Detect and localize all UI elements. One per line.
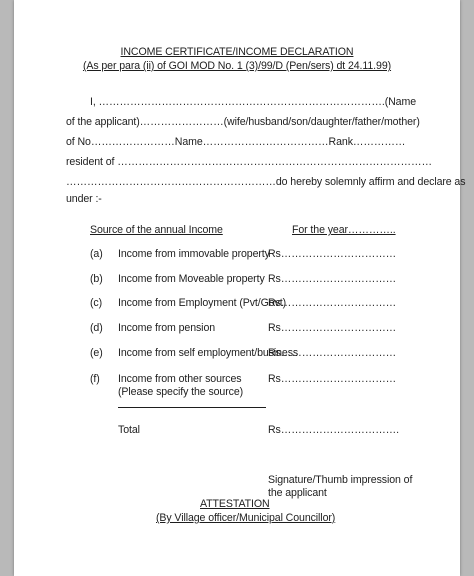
declaration-line-under: under :- [66, 193, 102, 205]
row-c-amount: Rs…………………………… [268, 297, 397, 309]
attestation-title: ATTESTATION [200, 498, 270, 510]
total-label: Total [118, 424, 140, 436]
row-b-amount: Rs…………………………… [268, 273, 397, 285]
total-amount: Rs……………………………. [268, 424, 400, 436]
row-a-id: (a) [90, 248, 103, 260]
document-title: INCOME CERTIFICATE/INCOME DECLARATION [120, 46, 354, 58]
declaration-line-name: I, ……………………………………………………………………….(Name [90, 96, 416, 108]
row-d-id: (d) [90, 322, 103, 334]
attestation-subtitle: (By Village officer/Municipal Councillor) [156, 512, 336, 524]
row-c-label: Income from Employment (Pvt/Govt) [118, 297, 287, 309]
row-f-id: (f) [90, 373, 100, 385]
signature-label-applicant: the applicant [268, 487, 327, 499]
row-d-amount: Rs…………………………… [268, 322, 397, 334]
signature-label: Signature/Thumb impression of [268, 474, 413, 486]
row-a-amount: Rs…………………………… [268, 248, 397, 260]
document-subtitle: (As per para (ii) of GOI MOD No. 1 (3)/99/D (Pen/sers) dt 24.11.99) [82, 60, 392, 72]
row-d-label: Income from pension [118, 322, 216, 334]
column-header-year: For the year………….. [292, 224, 396, 236]
declaration-line-rank: of No……………………Name………………………………Rank…………… [66, 136, 406, 148]
row-e-id: (e) [90, 347, 103, 359]
row-b-id: (b) [90, 273, 103, 285]
row-f-label-note: (Please specify the source) [118, 386, 244, 398]
source-specify-line [118, 407, 266, 408]
row-e-amount: Rs…………………………… [268, 347, 397, 359]
row-a-label: Income from immovable property [118, 248, 270, 260]
row-f-label: Income from other sources [118, 373, 242, 385]
row-e-label: Income from self employment/business [118, 347, 299, 359]
document-page [14, 0, 466, 576]
column-header-source: Source of the annual Income [90, 224, 223, 236]
row-f-amount: Rs…………………………… [268, 373, 397, 385]
row-b-label: Income from Moveable property [118, 273, 265, 285]
declaration-line-relation: of the applicant)……………………(wife/husband/son/daughter/father/mother) [66, 116, 420, 128]
declaration-line-affirm: ……………………………………………………do hereby solemnly affirm and declare as [66, 176, 466, 188]
row-c-id: (c) [90, 297, 103, 309]
declaration-line-resident: resident of ……………………………………………………………………………… [66, 156, 433, 168]
